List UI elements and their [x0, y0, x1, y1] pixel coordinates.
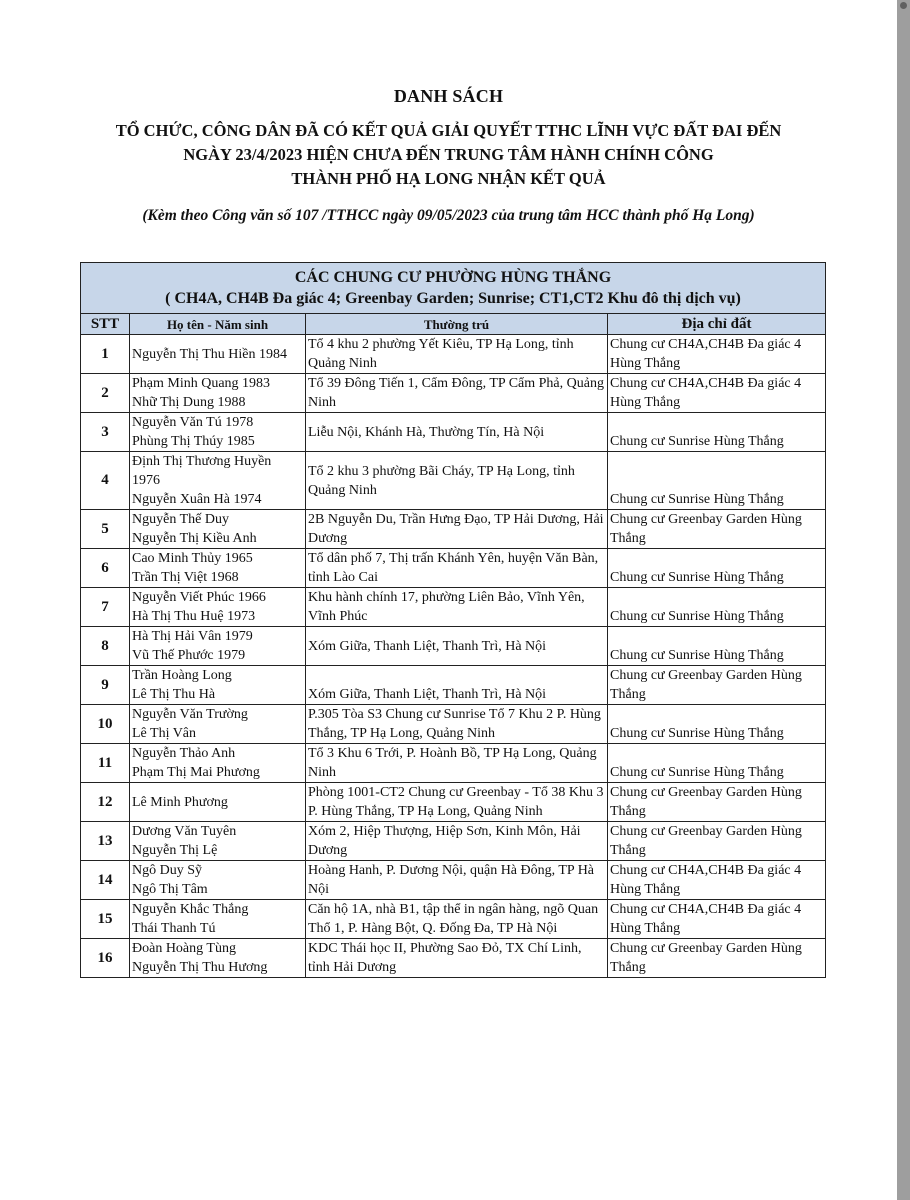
- row-number: 9: [81, 666, 130, 705]
- person-names: [130, 939, 306, 978]
- person-name: Nguyễn Thị Thu Hiền 1984: [132, 346, 288, 362]
- land-address: Chung cư Greenbay Garden Hùng Thắng: [608, 783, 826, 822]
- person-name: Ngô Duy Sỹ: [132, 863, 203, 878]
- land-address: Chung cư Sunrise Hùng Thắng: [608, 588, 826, 627]
- row-number: 15: [81, 900, 130, 939]
- land-address: Chung cư Sunrise Hùng Thắng: [608, 452, 826, 510]
- table-caption-line-2: ( CH4A, CH4B Đa giác 4; Greenbay Garden; Sunrise; CT1,CT2 Khu đô thị dịch vụ): [165, 290, 741, 307]
- person-name: Phạm Minh Quang 1983: [132, 376, 271, 391]
- land-address: Chung cư Sunrise Hùng Thắng: [608, 627, 826, 666]
- person-name: Thái Thanh Tú: [132, 921, 216, 936]
- residence-address: Tổ 4 khu 2 phường Yết Kiêu, TP Hạ Long, tỉnh Quảng Ninh: [306, 335, 608, 374]
- land-address: Chung cư Greenbay Garden Hùng Thắng: [608, 822, 826, 861]
- person-name: Nguyễn Thảo Anh: [132, 746, 236, 761]
- person-names: [130, 413, 306, 452]
- person-names: [130, 861, 306, 900]
- person-name: Trần Thị Việt 1968: [132, 570, 239, 585]
- person-names: [130, 744, 306, 783]
- row-number: 8: [81, 627, 130, 666]
- land-address: Chung cư Sunrise Hùng Thắng: [608, 744, 826, 783]
- person-name: Nguyễn Thế Duy: [132, 512, 229, 527]
- person-names: [130, 549, 306, 588]
- residence-address: Tổ 2 khu 3 phường Bãi Cháy, TP Hạ Long, tỉnh Quảng Ninh: [306, 452, 608, 510]
- land-address: Chung cư Sunrise Hùng Thắng: [608, 413, 826, 452]
- residence-address: Khu hành chính 17, phường Liên Bảo, Vĩnh Yên, Vĩnh Phúc: [306, 588, 608, 627]
- table-row: [81, 783, 826, 822]
- person-name: Hà Thị Thu Huệ 1973: [132, 609, 256, 624]
- table-header-row: [81, 314, 826, 335]
- land-address: Chung cư Greenbay Garden Hùng Thắng: [608, 939, 826, 978]
- person-name: Phùng Thị Thúy 1985: [132, 434, 255, 449]
- table-row: [81, 374, 826, 413]
- table-row: [81, 549, 826, 588]
- document-subtitle-line-2: NGÀY 23/4/2023 HIỆN CHƯA ĐẾN TRUNG TÂM HÀNH CHÍNH CÔNG: [183, 145, 714, 164]
- land-address: Chung cư Greenbay Garden Hùng Thắng: [608, 666, 826, 705]
- person-name: Định Thị Thương Huyền: [132, 454, 272, 469]
- person-name: Lê Thị Thu Hà: [132, 687, 216, 702]
- table-row: [81, 413, 826, 452]
- person-name: Vũ Thế Phước 1979: [132, 648, 246, 663]
- residence-address: Phòng 1001-CT2 Chung cư Greenbay - Tổ 38 Khu 3 P. Hùng Thắng, TP Hạ Long, Quảng Ninh: [306, 783, 608, 822]
- land-address: Chung cư CH4A,CH4B Đa giác 4 Hùng Thắng: [608, 374, 826, 413]
- column-header-name: Họ tên - Năm sinh: [130, 314, 306, 335]
- person-name: 1976: [132, 473, 160, 488]
- person-name: Nguyễn Khắc Thắng: [132, 902, 249, 917]
- row-number: 4: [81, 452, 130, 510]
- column-header-land-address: Địa chỉ đất: [608, 314, 826, 335]
- row-number: 3: [81, 413, 130, 452]
- person-name: Nguyễn Viết Phúc 1966: [132, 590, 266, 605]
- residence-address: Tổ 39 Đông Tiến 1, Cẩm Đông, TP Cẩm Phả, Quảng Ninh: [306, 374, 608, 413]
- table-row: [81, 510, 826, 549]
- residence-address: Hoàng Hanh, P. Dương Nội, quận Hà Đông, TP Hà Nội: [306, 861, 608, 900]
- table-row: [81, 939, 826, 978]
- person-names: [130, 452, 306, 510]
- document-title: DANH SÁCH: [393, 86, 504, 106]
- table-row: [81, 588, 826, 627]
- person-names: [130, 822, 306, 861]
- person-names: [130, 705, 306, 744]
- land-address: Chung cư CH4A,CH4B Đa giác 4 Hùng Thắng: [608, 900, 826, 939]
- person-names: [130, 335, 306, 374]
- land-address: Chung cư CH4A,CH4B Đa giác 4 Hùng Thắng: [608, 861, 826, 900]
- table-row: [81, 705, 826, 744]
- land-address: Chung cư Sunrise Hùng Thắng: [608, 549, 826, 588]
- row-number: 7: [81, 588, 130, 627]
- person-name: Nguyễn Văn Tú 1978: [132, 415, 254, 430]
- person-name: Nguyễn Xuân Hà 1974: [132, 492, 262, 507]
- residence-address: Tổ dân phố 7, Thị trấn Khánh Yên, huyện Văn Bàn, tỉnh Lào Cai: [306, 549, 608, 588]
- row-number: 10: [81, 705, 130, 744]
- person-name: Ngô Thị Tâm: [132, 882, 208, 897]
- row-number: 5: [81, 510, 130, 549]
- row-number: 14: [81, 861, 130, 900]
- residence-address: Xóm 2, Hiệp Thượng, Hiệp Sơn, Kinh Môn, Hải Dương: [306, 822, 608, 861]
- person-name: Cao Minh Thủy 1965: [132, 551, 253, 566]
- person-names: [130, 900, 306, 939]
- column-header-stt: STT: [81, 314, 130, 335]
- table-row: [81, 900, 826, 939]
- person-names: [130, 374, 306, 413]
- person-names: [130, 588, 306, 627]
- row-number: 12: [81, 783, 130, 822]
- row-number: 13: [81, 822, 130, 861]
- residence-address: Xóm Giữa, Thanh Liệt, Thanh Trì, Hà Nội: [306, 627, 608, 666]
- table-row: [81, 822, 826, 861]
- person-name: Lê Minh Phương: [132, 794, 228, 810]
- table-row: [81, 666, 826, 705]
- person-name: Đoàn Hoàng Tùng: [132, 941, 236, 956]
- table-row: [81, 335, 826, 374]
- residence-address: P.305 Tòa S3 Chung cư Sunrise Tổ 7 Khu 2 P. Hùng Thắng, TP Hạ Long, Quảng Ninh: [306, 705, 608, 744]
- residence-address: KDC Thái học II, Phường Sao Đỏ, TX Chí Linh, tỉnh Hải Dương: [306, 939, 608, 978]
- person-name: Lê Thị Vân: [132, 726, 197, 741]
- land-address: Chung cư Greenbay Garden Hùng Thắng: [608, 510, 826, 549]
- person-name: Nguyễn Thị Kiều Anh: [132, 531, 257, 546]
- table-caption-line-1: CÁC CHUNG CƯ PHƯỜNG HÙNG THẮNG: [294, 269, 612, 286]
- person-name: Trần Hoàng Long: [132, 668, 232, 683]
- scrollbar[interactable]: [897, 0, 910, 1200]
- land-address: Chung cư CH4A,CH4B Đa giác 4 Hùng Thắng: [608, 335, 826, 374]
- table-row: [81, 744, 826, 783]
- residence-address: Xóm Giữa, Thanh Liệt, Thanh Trì, Hà Nội: [306, 666, 608, 705]
- table-row: [81, 452, 826, 510]
- person-names: [130, 783, 306, 822]
- table-row: [81, 627, 826, 666]
- person-name: Nguyễn Thị Thu Hương: [132, 960, 268, 975]
- row-number: 11: [81, 744, 130, 783]
- row-number: 2: [81, 374, 130, 413]
- person-names: [130, 627, 306, 666]
- row-number: 6: [81, 549, 130, 588]
- row-number: 1: [81, 335, 130, 374]
- table-caption: [81, 263, 826, 314]
- person-name: Nguyễn Văn Trường: [132, 707, 248, 722]
- person-name: Hà Thị Hải Vân 1979: [132, 629, 253, 644]
- document-subtitle-line-3: THÀNH PHỐ HẠ LONG NHẬN KẾT QUẢ: [291, 169, 606, 188]
- person-name: Phạm Thị Mai Phương: [132, 765, 260, 780]
- residence-address: Liễu Nội, Khánh Hà, Thường Tín, Hà Nội: [306, 413, 608, 452]
- reference-note: (Kèm theo Công văn số 107 /TTHCC ngày 09/05/2023 của trung tâm HCC thành phố Hạ Long): [142, 207, 755, 224]
- residence-address: Tổ 3 Khu 6 Trới, P. Hoành Bồ, TP Hạ Long, Quảng Ninh: [306, 744, 608, 783]
- table-row: [81, 861, 826, 900]
- land-address: Chung cư Sunrise Hùng Thắng: [608, 705, 826, 744]
- residents-table: [80, 262, 826, 978]
- row-number: 16: [81, 939, 130, 978]
- person-name: Dương Văn Tuyên: [132, 824, 237, 839]
- column-header-residence: Thường trú: [306, 314, 608, 335]
- person-names: [130, 510, 306, 549]
- person-names: [130, 666, 306, 705]
- residence-address: Căn hộ 1A, nhà B1, tập thể in ngân hàng, ngõ Quan Thổ 1, P. Hàng Bột, Q. Đống Đa, TP Hà Nội: [306, 900, 608, 939]
- document-subtitle-line-1: TỔ CHỨC, CÔNG DÂN ĐÃ CÓ KẾT QUẢ GIẢI QUYẾT TTHC LĨNH VỰC ĐẤT ĐAI ĐẾN: [115, 121, 782, 140]
- scrollbar-thumb[interactable]: [900, 2, 907, 9]
- person-name: Nguyễn Thị Lệ: [132, 843, 218, 858]
- residence-address: 2B Nguyễn Du, Trần Hưng Đạo, TP Hải Dương, Hải Dương: [306, 510, 608, 549]
- person-name: Nhữ Thị Dung 1988: [132, 395, 246, 410]
